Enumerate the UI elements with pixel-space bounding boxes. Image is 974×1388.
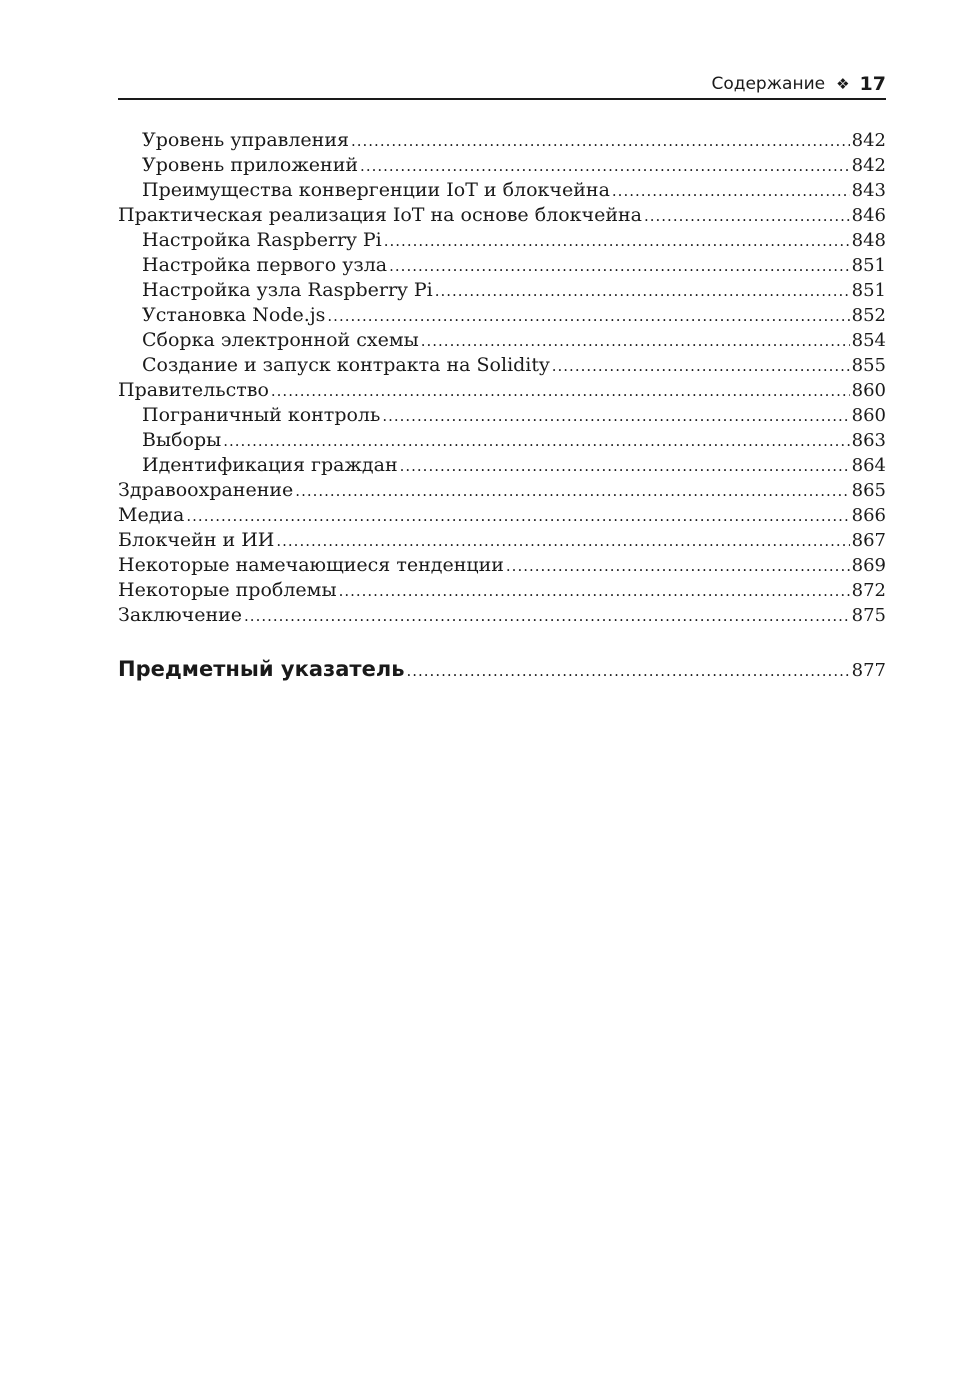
toc-entry-page: 866 xyxy=(851,505,886,526)
toc-entry[interactable] xyxy=(118,153,886,178)
toc-entry-label: Преимущества конвергенции IoT и блокчейна xyxy=(142,179,610,201)
toc-entry[interactable] xyxy=(118,178,886,203)
toc-entry[interactable] xyxy=(118,278,886,303)
toc-entry-page: 864 xyxy=(851,455,886,476)
toc-entry-page: 865 xyxy=(851,480,886,501)
toc-entry-page: 852 xyxy=(851,305,886,326)
toc-entry-page: 854 xyxy=(851,330,886,351)
ornament-icon: ❖ xyxy=(836,75,850,93)
toc-entry-label: Создание и запуск контракта на Solidity xyxy=(142,354,550,376)
toc-entry-label: Настройка Raspberry Pi xyxy=(142,229,382,251)
toc-entry[interactable] xyxy=(118,478,886,503)
toc-entry[interactable] xyxy=(118,578,886,603)
toc-entry-page: 860 xyxy=(851,380,886,401)
toc-entry-label: Некоторые проблемы xyxy=(118,579,337,601)
dot-leader xyxy=(276,528,849,554)
toc-entry-label: Правительство xyxy=(118,379,269,401)
dot-leader xyxy=(400,453,850,479)
dot-leader xyxy=(421,328,850,354)
toc-entry-page: 872 xyxy=(851,580,886,601)
running-header xyxy=(118,70,886,100)
toc-entry-label: Идентификация граждан xyxy=(142,454,398,476)
dot-leader xyxy=(435,278,850,304)
dot-leader xyxy=(244,603,850,629)
toc-entry-page: 842 xyxy=(851,130,886,151)
toc-entry-label: Уровень приложений xyxy=(142,154,359,176)
toc-entry[interactable] xyxy=(118,428,886,453)
toc-entry-label: Сборка электронной схемы xyxy=(142,329,419,351)
toc-entry[interactable] xyxy=(118,253,886,278)
toc-entry[interactable] xyxy=(118,503,886,528)
toc-entry-label: Пограничный контроль xyxy=(142,404,381,426)
toc-entry-page: 860 xyxy=(851,405,886,426)
dot-leader xyxy=(271,378,850,404)
toc-entry[interactable] xyxy=(118,553,886,578)
dot-leader xyxy=(384,228,850,254)
toc-entry-label: Некоторые намечающиеся тенденции xyxy=(118,554,504,576)
toc-entry-label: Установка Node.js xyxy=(142,304,326,326)
toc-entry-label: Выборы xyxy=(142,429,222,451)
toc-entry[interactable] xyxy=(118,303,886,328)
page-number: 17 xyxy=(859,73,886,95)
dot-leader xyxy=(327,303,849,329)
dot-leader xyxy=(644,203,850,229)
toc-entry-page: 848 xyxy=(851,230,886,251)
toc-entry[interactable] xyxy=(118,403,886,428)
dot-leader xyxy=(360,153,850,179)
toc-entry[interactable] xyxy=(118,528,886,553)
dot-leader xyxy=(506,553,850,579)
toc-entry-label: Заключение xyxy=(118,604,243,626)
toc-entry-page: 875 xyxy=(851,605,886,626)
toc-entry[interactable] xyxy=(118,328,886,353)
dot-leader xyxy=(389,253,850,279)
dot-leader xyxy=(612,178,850,204)
toc-entry-page: 843 xyxy=(851,180,886,201)
toc-entry-page: 846 xyxy=(851,205,886,226)
index-entry-label: Предметный указатель xyxy=(118,657,405,681)
toc-entry[interactable] xyxy=(118,203,886,228)
running-header-title: Содержание xyxy=(711,74,826,94)
dot-leader xyxy=(223,428,849,454)
index-entry-page: 877 xyxy=(851,660,886,681)
dot-leader xyxy=(406,657,849,685)
table-of-contents xyxy=(118,128,886,628)
dot-leader xyxy=(295,478,849,504)
dot-leader xyxy=(351,128,850,154)
toc-entry-page: 851 xyxy=(851,280,886,301)
toc-entry-page: 863 xyxy=(851,430,886,451)
toc-entry[interactable] xyxy=(118,378,886,403)
dot-leader xyxy=(382,403,849,429)
toc-entry[interactable] xyxy=(118,603,886,628)
toc-entry-label: Практическая реализация IoT на основе блокчейна xyxy=(118,204,642,226)
toc-entry-label: Настройка первого узла xyxy=(142,254,388,276)
toc-entry[interactable] xyxy=(118,128,886,153)
toc-entry-page: 855 xyxy=(851,355,886,376)
index-entry[interactable] xyxy=(118,655,886,683)
toc-entry[interactable] xyxy=(118,453,886,478)
toc-entry[interactable] xyxy=(118,228,886,253)
toc-entry[interactable] xyxy=(118,353,886,378)
toc-entry-page: 869 xyxy=(851,555,886,576)
toc-entry-label: Медиа xyxy=(118,504,185,526)
dot-leader xyxy=(552,353,850,379)
toc-entry-label: Уровень управления xyxy=(142,129,349,151)
toc-entry-page: 851 xyxy=(851,255,886,276)
toc-entry-label: Настройка узла Raspberry Pi xyxy=(142,279,433,301)
dot-leader xyxy=(186,503,849,529)
toc-entry-page: 867 xyxy=(851,530,886,551)
toc-entry-label: Блокчейн и ИИ xyxy=(118,529,275,551)
toc-entry-page: 842 xyxy=(851,155,886,176)
dot-leader xyxy=(339,578,850,604)
toc-entry-label: Здравоохранение xyxy=(118,479,294,501)
